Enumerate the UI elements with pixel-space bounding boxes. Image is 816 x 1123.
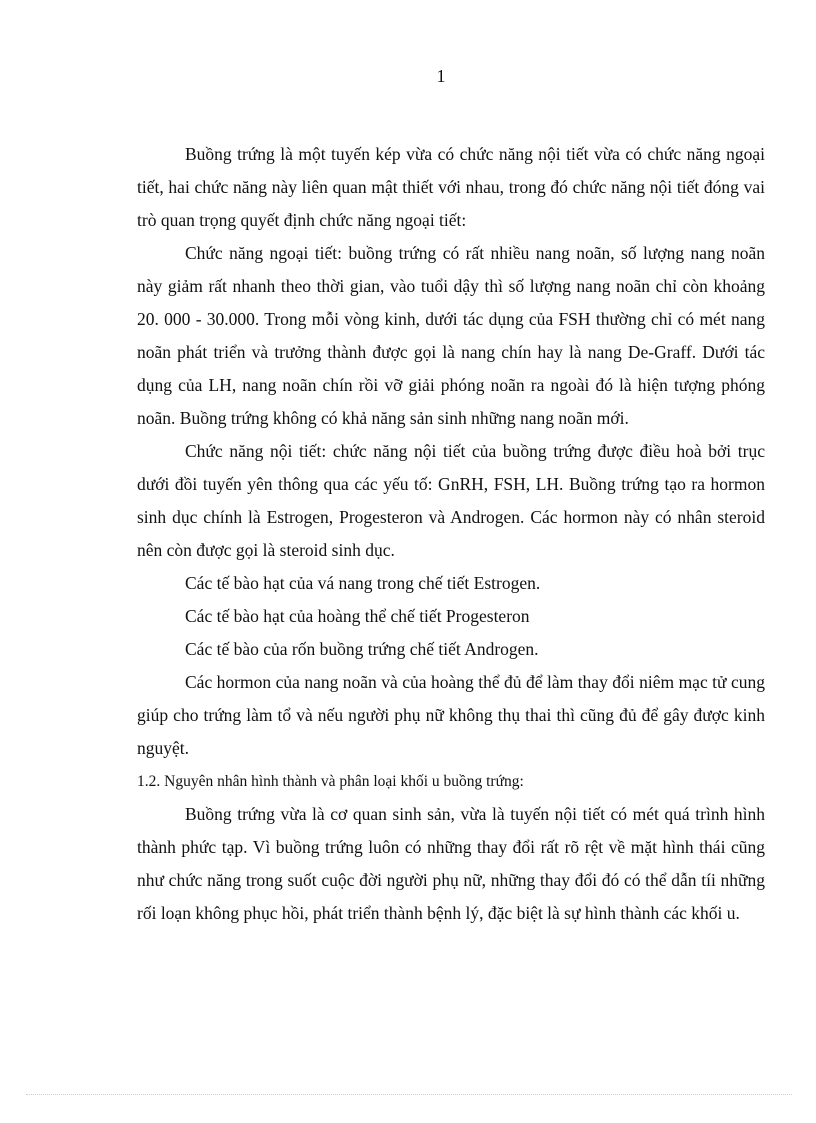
page-bottom-divider: [26, 1094, 792, 1095]
page-number: 1: [436, 66, 446, 86]
paragraph-tumor-causes: Buồng trứng vừa là cơ quan sinh sản, vừa là tuyến nội tiết có mét quá trình hình thành phức tạp. Vì buồng trứng luôn có những thay đổi rất rõ rệt về mặt hình thái cũng như chức năng trong suốt cuộc đời người phụ nữ, những thay đổi đó có thể dẫn tíi những rối loạn không phục hồi, phát triển thành bệnh lý, đặc biệt là sự hình thành các khối u.: [137, 804, 765, 923]
paragraph-endocrine-function: Chức năng nội tiết: chức năng nội tiết của buồng trứng được điều hoà bởi trục dưới đồi tuyến yên thông qua các yếu tố: GnRH, FSH, LH. Buồng trứng tạo ra hormon sinh dục chính là Estrogen, Progesteron và Androgen. Các hormon này có nhân steroid nên còn được gọi là steroid sinh dục.: [137, 441, 765, 560]
paragraph-progesteron-source: Các tế bào hạt của hoàng thể chế tiết Progesteron: [185, 606, 530, 626]
paragraph-estrogen-source: Các tế bào hạt của vá nang trong chế tiết Estrogen.: [185, 573, 541, 593]
paragraph-exocrine-function: Chức năng ngoại tiết: buồng trứng có rất nhiều nang noãn, số lượng nang noãn này giảm rất nhanh theo thời gian, vào tuổi dậy thì số lượng nang noãn chỉ còn khoảng 20. 000 - 30.000. Trong mỗi vòng kinh, dưới tác dụng của FSH thường chỉ có mét nang noãn phát triển và trưởng thành được gọi là nang chín hay là nang De-Graff. Dưới tác dụng của LH, nang noãn chín rồi vỡ giải phóng noãn ra ngoài đó là hiện tượng phóng noãn. Buồng trứng không có khả năng sản sinh những nang noãn mới.: [137, 243, 765, 428]
paragraph-androgen-source: Các tế bào của rốn buồng trứng chế tiết Androgen.: [185, 639, 539, 659]
paragraph-hormone-effects: Các hormon của nang noãn và của hoàng thể đủ để làm thay đổi niêm mạc tử cung giúp cho trứng làm tổ và nếu người phụ nữ không thụ thai thì cũng đủ để gây được kinh nguyệt.: [137, 672, 765, 758]
document-body: [137, 138, 765, 930]
section-heading: 1.2. Nguyên nhân hình thành và phân loại khối u buồng trứng:: [137, 773, 524, 790]
paragraph-ovary-intro: Buồng trứng là một tuyến kép vừa có chức năng nội tiết vừa có chức năng ngoại tiết, hai chức năng này liên quan mật thiết với nhau, trong đó chức năng nội tiết đóng vai trò quan trọng quyết định chức năng ngoại tiết:: [137, 144, 765, 230]
